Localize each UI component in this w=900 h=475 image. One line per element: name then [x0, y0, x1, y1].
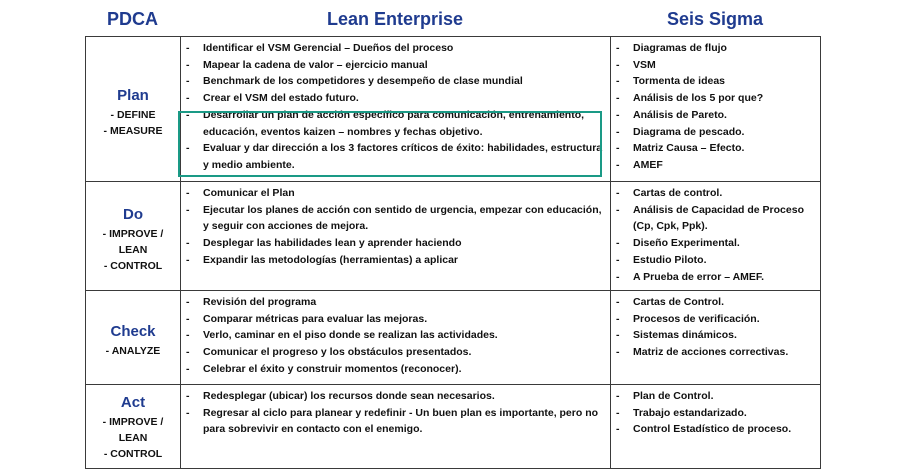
list-item: - Estudio Piloto.	[611, 252, 816, 269]
list-item: - Tormenta de ideas	[611, 73, 816, 90]
list-item: - Control Estadístico de proceso.	[611, 421, 816, 438]
list-item: - Comparar métricas para evaluar las mejoras.	[181, 311, 606, 328]
list-item: - Análisis de Pareto.	[611, 107, 816, 124]
list-item: - Cartas de Control.	[611, 294, 816, 311]
list-item: - Procesos de verificación.	[611, 311, 816, 328]
six-sigma-cell	[611, 37, 821, 182]
list-item: - Análisis de los 5 por que?	[611, 90, 816, 107]
table-row	[86, 385, 821, 469]
table-row	[86, 291, 821, 385]
phase-cell	[86, 291, 181, 385]
list-item: - Celebrar el éxito y construir momentos (reconocer).	[181, 361, 606, 378]
phase-subtitle: - IMPROVE /	[102, 416, 164, 428]
list-item: - Expandir las metodologías (herramientas) a aplicar	[181, 252, 606, 269]
phase-subtitle: - DEFINE	[110, 109, 156, 121]
lean-cell	[181, 291, 611, 385]
list-item: - VSM	[611, 57, 816, 74]
six-sigma-list	[611, 385, 820, 441]
table-row	[86, 37, 821, 182]
list-item: - Mapear la cadena de valor – ejercicio manual	[181, 57, 606, 74]
phase-subtitle: LEAN	[118, 432, 148, 444]
list-item: - Evaluar y dar dirección a los 3 factores críticos de éxito: habilidades, estructura y medio ambiente.	[181, 140, 606, 173]
lean-cell	[181, 385, 611, 469]
phase-cell	[86, 37, 181, 182]
list-item: - Diagramas de flujo	[611, 40, 816, 57]
phase-title: Plan	[117, 87, 149, 104]
header-lean-enterprise: Lean Enterprise	[326, 9, 464, 29]
phase-subtitle: - ANALYZE	[105, 345, 161, 357]
list-item: - Plan de Control.	[611, 388, 816, 405]
list-item: - Comunicar el Plan	[181, 185, 606, 202]
phase-subtitle: - CONTROL	[103, 448, 163, 460]
list-item: - Identificar el VSM Gerencial – Dueños del proceso	[181, 40, 606, 57]
list-item: - Trabajo estandarizado.	[611, 405, 816, 422]
list-item: - Desplegar las habilidades lean y aprender haciendo	[181, 235, 606, 252]
list-item: - Desarrollar un plan de acción específico para comunicación, entrenamiento, educación, eventos kaizen – nombres y fechas objetivo.	[181, 107, 606, 140]
lean-list	[181, 182, 610, 272]
phase-cell	[86, 182, 181, 291]
phase-subtitle: - MEASURE	[103, 125, 163, 137]
list-item: - Comunicar el progreso y los obstáculos presentados.	[181, 344, 606, 361]
lean-list	[181, 385, 610, 441]
list-item: - Análisis de Capacidad de Proceso (Cp, Cpk, Ppk).	[611, 202, 816, 235]
list-item: - Matriz de acciones correctivas.	[611, 344, 816, 361]
header-seis-sigma: Seis Sigma	[666, 9, 764, 29]
lean-list	[181, 291, 610, 381]
phase-subtitle: LEAN	[118, 244, 148, 256]
lean-cell	[181, 182, 611, 291]
pdca-table	[85, 36, 821, 469]
table-row	[86, 182, 821, 291]
list-item: - Diseño Experimental.	[611, 235, 816, 252]
lean-list	[181, 37, 610, 177]
list-item: - Regresar al ciclo para planear y redefinir - Un buen plan es importante, pero no para sobrevivir en contacto con el enemigo.	[181, 405, 606, 438]
phase-title: Check	[110, 323, 156, 340]
list-item: - Ejecutar los planes de acción con sentido de urgencia, empezar con educación, y seguir con acciones de mejora.	[181, 202, 606, 235]
list-item: - Sistemas dinámicos.	[611, 327, 816, 344]
six-sigma-list	[611, 182, 820, 288]
list-item: - AMEF	[611, 157, 816, 174]
list-item: - Benchmark de los competidores y desempeño de clase mundial	[181, 73, 606, 90]
list-item: - Revisión del programa	[181, 294, 606, 311]
list-item: - Redesplegar (ubicar) los recursos donde sean necesarios.	[181, 388, 606, 405]
phase-title: Act	[120, 394, 146, 411]
list-item: - Matriz Causa – Efecto.	[611, 140, 816, 157]
list-item: - Diagrama de pescado.	[611, 124, 816, 141]
phase-title: Do	[123, 206, 143, 223]
six-sigma-cell	[611, 182, 821, 291]
lean-cell	[181, 37, 611, 182]
phase-subtitle: - CONTROL	[103, 260, 163, 272]
list-item: - Cartas de control.	[611, 185, 816, 202]
six-sigma-list	[611, 291, 820, 364]
phase-subtitle: - IMPROVE /	[102, 228, 164, 240]
list-item: - A Prueba de error – AMEF.	[611, 269, 816, 286]
header-pdca: PDCA	[106, 9, 158, 29]
six-sigma-cell	[611, 385, 821, 469]
list-item: - Crear el VSM del estado futuro.	[181, 90, 606, 107]
six-sigma-cell	[611, 291, 821, 385]
list-item: - Verlo, caminar en el piso donde se realizan las actividades.	[181, 327, 606, 344]
six-sigma-list	[611, 37, 820, 177]
phase-cell	[86, 385, 181, 469]
